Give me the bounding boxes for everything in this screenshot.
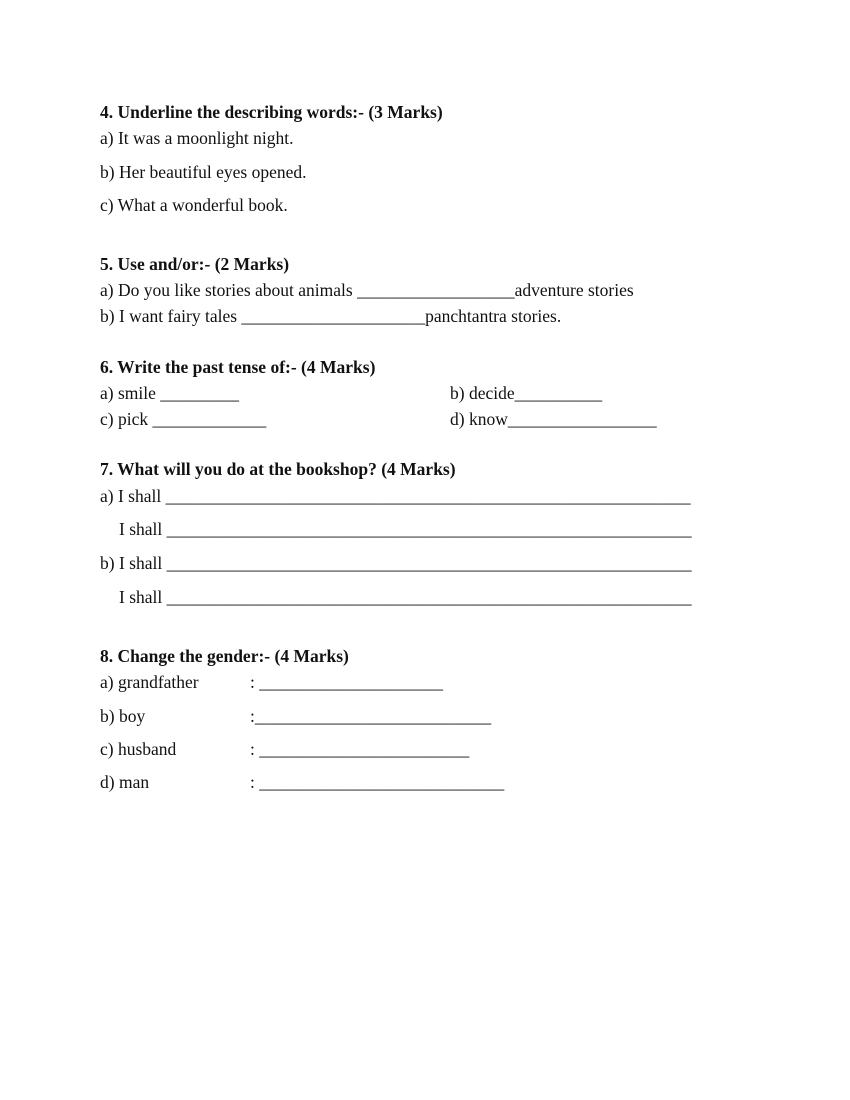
q8-word-c: c) husband — [100, 739, 177, 759]
q6-item-d: d) know_________________ — [450, 409, 657, 429]
q7-heading: 7. What will you do at the bookshop? (4 Marks) — [100, 459, 456, 479]
q8-word-d: d) man — [100, 772, 150, 792]
q8-blank-a: : _____________________ — [250, 672, 443, 692]
q7-line-a2: I shall ____________________________________________________________ — [119, 519, 692, 539]
q8-word-a: a) grandfather — [100, 672, 199, 692]
q6-item-c: c) pick _____________ — [100, 409, 267, 429]
q8-blank-c: : ________________________ — [250, 739, 470, 759]
q7-line-a1: a) I shall ____________________________________________________________ — [100, 486, 691, 506]
q4-item-a: a) It was a moonlight night. — [100, 128, 294, 148]
q7-line-b1: b) I shall ____________________________________________________________ — [100, 553, 692, 573]
q6-heading: 6. Write the past tense of:- (4 Marks) — [100, 357, 376, 377]
q8-heading: 8. Change the gender:- (4 Marks) — [100, 646, 349, 666]
q5-heading: 5. Use and/or:- (2 Marks) — [100, 254, 290, 274]
q8-blank-d: : ____________________________ — [250, 772, 505, 792]
q4-item-b: b) Her beautiful eyes opened. — [100, 162, 307, 182]
q8-blank-b: :___________________________ — [250, 706, 492, 726]
q7-line-b2: I shall ____________________________________________________________ — [119, 587, 692, 607]
q6-item-b: b) decide__________ — [450, 383, 603, 403]
q5-item-a: a) Do you like stories about animals __________________adventure stories — [100, 280, 634, 300]
q8-word-b: b) boy — [100, 706, 146, 726]
q4-heading: 4. Underline the describing words:- (3 Marks) — [100, 102, 443, 122]
q5-item-b: b) I want fairy tales _____________________panchtantra stories. — [100, 306, 562, 326]
q6-item-a: a) smile _________ — [100, 383, 240, 403]
q4-item-c: c) What a wonderful book. — [100, 195, 288, 215]
